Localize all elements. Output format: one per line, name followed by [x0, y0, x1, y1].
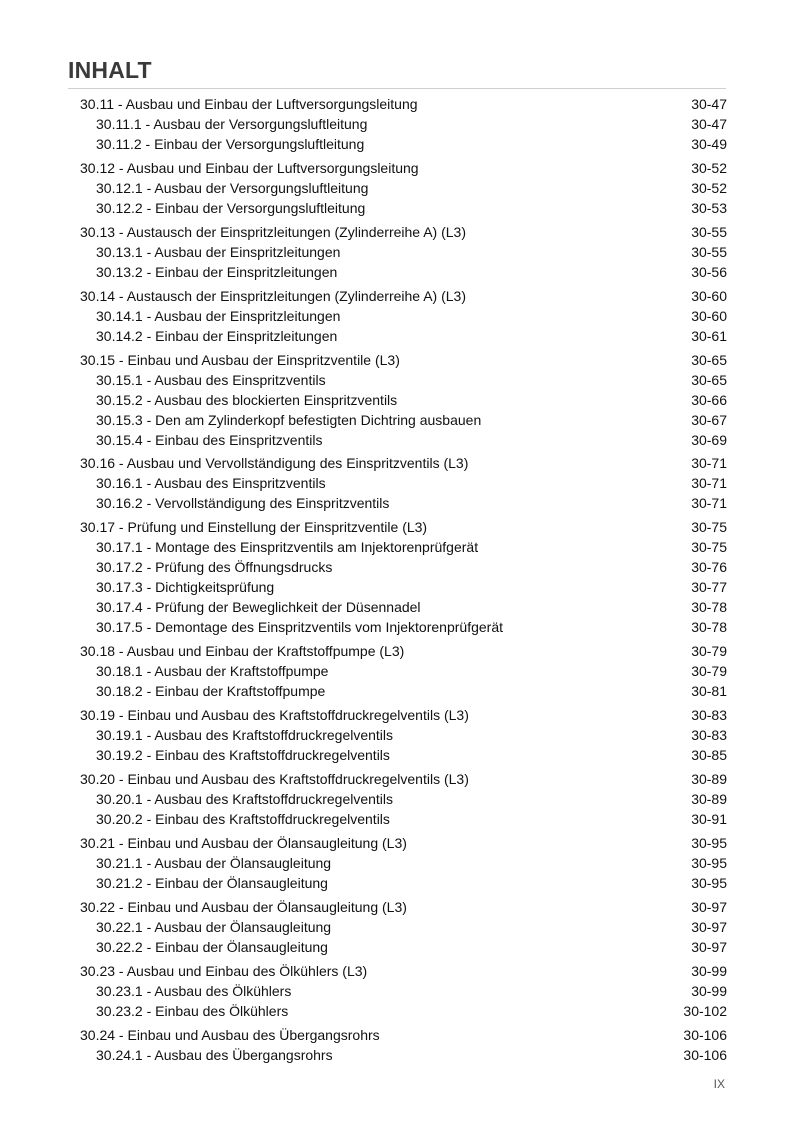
- toc-subsection-entry[interactable]: [80, 789, 727, 809]
- toc-entry-title: 30.21.1 - Ausbau der Ölansaugleitung: [96, 854, 332, 871]
- toc-subsection-entry[interactable]: [80, 1001, 727, 1021]
- toc-page-number: 30-78: [691, 599, 727, 616]
- toc-entry-title: 30.18 - Ausbau und Einbau der Kraftstoffpumpe (L3): [80, 643, 405, 660]
- toc-page-number: 30-53: [691, 199, 727, 216]
- toc-section-entry[interactable]: [80, 1025, 727, 1045]
- toc-page-number: 30-89: [691, 791, 727, 808]
- toc-section: [80, 769, 727, 829]
- toc-page-number: 30-47: [691, 96, 727, 112]
- toc-section: [80, 517, 727, 637]
- toc-section-entry[interactable]: [80, 833, 727, 853]
- toc-page-number: 30-81: [691, 683, 727, 700]
- toc-page-number: 30-69: [691, 431, 727, 448]
- toc-entry-title: 30.13.1 - Ausbau der Einspritzleitungen: [96, 243, 341, 260]
- toc-entry-title: 30.19 - Einbau und Ausbau des Kraftstoffdruckregelventils (L3): [80, 707, 469, 724]
- toc-entry-title: 30.16.2 - Vervollständigung des Einspritzventils: [96, 495, 390, 512]
- toc-page-number: 30-71: [691, 495, 727, 512]
- toc-page-number: 30-47: [691, 116, 727, 132]
- toc-page-number: 30-79: [691, 663, 727, 680]
- toc-entry-title: 30.17.5 - Demontage des Einspritzventils vom Injektorenprüfgerät: [96, 619, 503, 636]
- toc-entry-title: 30.15.4 - Einbau des Einspritzventils: [96, 431, 323, 448]
- toc-entry-title: 30.17.3 - Dichtigkeitsprüfung: [96, 579, 275, 596]
- toc-subsection-entry[interactable]: [80, 326, 727, 346]
- toc-subsection-entry[interactable]: [80, 725, 727, 745]
- toc-section-entry[interactable]: [80, 897, 727, 917]
- toc-section: [80, 94, 727, 154]
- toc-entry-title: 30.19.2 - Einbau des Kraftstoffdruckregelventils: [96, 747, 390, 764]
- toc-subsection-entry[interactable]: [80, 178, 727, 198]
- toc-subsection-entry[interactable]: [80, 873, 727, 893]
- toc-section-entry[interactable]: [80, 158, 727, 178]
- toc-entry-title: 30.14.1 - Ausbau der Einspritzleitungen: [96, 307, 341, 324]
- toc-entry-title: 30.22.2 - Einbau der Ölansaugleitung: [96, 938, 328, 955]
- toc-page-number: 30-95: [691, 874, 727, 891]
- toc-section: [80, 158, 727, 218]
- toc-entry-title: 30.19.1 - Ausbau des Kraftstoffdruckregelventils: [96, 727, 394, 744]
- toc-entry-title: 30.21.2 - Einbau der Ölansaugleitung: [96, 874, 328, 891]
- toc-section: [80, 1025, 727, 1065]
- toc-entry-title: 30.20.2 - Einbau des Kraftstoffdruckregelventils: [96, 811, 390, 828]
- toc-section: [80, 833, 727, 893]
- toc-entry-title: 30.18.2 - Einbau der Kraftstoffpumpe: [96, 683, 326, 700]
- toc-page-number: 30-75: [691, 539, 727, 556]
- toc-entry-title: 30.17.2 - Prüfung des Öffnungsdrucks: [96, 559, 333, 576]
- page-title: INHALT: [68, 57, 152, 83]
- toc-entry-title: 30.12.2 - Einbau der Versorgungsluftleitung: [96, 199, 366, 216]
- toc-subsection-entry[interactable]: [80, 853, 727, 873]
- toc-subsection-entry[interactable]: [80, 114, 727, 134]
- toc-entry-title: 30.15.3 - Den am Zylinderkopf befestigten Dichtring ausbauen: [96, 411, 482, 428]
- toc-page-number: 30-71: [691, 475, 727, 492]
- toc-section-entry[interactable]: [80, 350, 727, 370]
- toc-entry-title: 30.17.4 - Prüfung der Beweglichkeit der Düsennadel: [96, 599, 421, 616]
- toc-entry-title: 30.14.2 - Einbau der Einspritzleitungen: [96, 327, 338, 344]
- toc-subsection-entry[interactable]: [80, 134, 727, 154]
- toc-entry-title: 30.17 - Prüfung und Einstellung der Einspritzventile (L3): [80, 519, 428, 536]
- toc-section: [80, 286, 727, 346]
- toc-section-entry[interactable]: [80, 517, 727, 537]
- toc-page-number: 30-67: [691, 411, 727, 428]
- toc-entry-title: 30.22 - Einbau und Ausbau der Ölansaugleitung (L3): [80, 898, 407, 915]
- toc-page-number: 30-66: [691, 391, 727, 408]
- toc-section: [80, 705, 727, 765]
- toc-page-number: 30-95: [691, 834, 727, 851]
- toc-subsection-entry[interactable]: [80, 1045, 727, 1065]
- toc-page-number: 30-55: [691, 223, 727, 240]
- toc-page-number: 30-52: [691, 159, 727, 176]
- toc-section: [80, 897, 727, 957]
- toc-page-number: 30-97: [691, 898, 727, 915]
- toc-subsection-entry[interactable]: [80, 577, 727, 597]
- toc-subsection-entry[interactable]: [80, 306, 727, 326]
- toc-entry-title: 30.15.2 - Ausbau des blockierten Einspritzventils: [96, 391, 398, 408]
- toc-section-entry[interactable]: [80, 961, 727, 981]
- toc-section-entry[interactable]: [80, 769, 727, 789]
- toc-page-number: 30-91: [691, 811, 727, 828]
- toc-subsection-entry[interactable]: [80, 370, 727, 390]
- toc-page-number: 30-61: [691, 327, 727, 344]
- toc-entry-title: 30.21 - Einbau und Ausbau der Ölansaugleitung (L3): [80, 834, 407, 851]
- toc-section-entry[interactable]: [80, 453, 727, 473]
- toc-page-number: 30-99: [691, 982, 727, 999]
- toc-entry-title: 30.11.1 - Ausbau der Versorgungsluftleitung: [96, 116, 368, 132]
- toc-subsection-entry[interactable]: [80, 410, 727, 430]
- toc-subsection-entry[interactable]: [80, 809, 727, 829]
- toc-entry-title: 30.20.1 - Ausbau des Kraftstoffdruckregelventils: [96, 791, 394, 808]
- toc-page-number: 30-85: [691, 747, 727, 764]
- title-divider: [68, 88, 726, 89]
- toc-page-number: 30-89: [691, 771, 727, 788]
- toc-page-number: 30-60: [691, 307, 727, 324]
- toc-section-entry[interactable]: [80, 641, 727, 661]
- toc-subsection-entry[interactable]: [80, 981, 727, 1001]
- toc-subsection-entry[interactable]: [80, 242, 727, 262]
- toc-entry-title: 30.16.1 - Ausbau des Einspritzventils: [96, 475, 326, 492]
- toc-page-number: 30-83: [691, 727, 727, 744]
- toc-page-number: 30-83: [691, 707, 727, 724]
- toc-page-number: 30-97: [691, 938, 727, 955]
- footer-page-number: IX: [713, 1077, 725, 1091]
- toc-subsection-entry[interactable]: [80, 537, 727, 557]
- toc-subsection-entry[interactable]: [80, 745, 727, 765]
- toc-subsection-entry[interactable]: [80, 661, 727, 681]
- toc-subsection-entry[interactable]: [80, 262, 727, 282]
- toc-entry-title: 30.17.1 - Montage des Einspritzventils am Injektorenprüfgerät: [96, 539, 479, 556]
- toc-entry-title: 30.23.2 - Einbau des Ölkühlers: [96, 1002, 289, 1019]
- toc-page-number: 30-95: [691, 854, 727, 871]
- toc-subsection-entry[interactable]: [80, 198, 727, 218]
- toc-subsection-entry[interactable]: [80, 493, 727, 513]
- toc-entry-title: 30.23 - Ausbau und Einbau des Ölkühlers (L3): [80, 962, 368, 979]
- toc-page-number: 30-71: [691, 455, 727, 472]
- toc-section: [80, 961, 727, 1021]
- toc-subsection-entry[interactable]: [80, 557, 727, 577]
- toc-entry-title: 30.12 - Ausbau und Einbau der Luftversorgungsleitung: [80, 159, 419, 176]
- toc-section-entry[interactable]: [80, 286, 727, 306]
- toc-subsection-entry[interactable]: [80, 430, 727, 450]
- toc-entry-title: 30.24.1 - Ausbau des Übergangsrohrs: [96, 1046, 333, 1063]
- toc-subsection-entry[interactable]: [80, 597, 727, 617]
- toc-page-number: 30-77: [691, 579, 727, 596]
- toc-entry-title: 30.13 - Austausch der Einspritzleitungen (Zylinderreihe A) (L3): [80, 223, 466, 240]
- toc-page-number: 30-106: [683, 1046, 727, 1063]
- toc-entry-title: 30.13.2 - Einbau der Einspritzleitungen: [96, 263, 338, 280]
- toc-page-number: 30-97: [691, 918, 727, 935]
- toc-page-number: 30-65: [691, 371, 727, 388]
- toc-page-number: 30-76: [691, 559, 727, 576]
- toc-entry-title: 30.12.1 - Ausbau der Versorgungsluftleitung: [96, 179, 369, 196]
- toc-page-number: 30-78: [691, 619, 727, 636]
- toc-section: [80, 350, 727, 450]
- toc-page-number: 30-65: [691, 351, 727, 368]
- toc-section: [80, 222, 727, 282]
- toc-section-entry[interactable]: [80, 222, 727, 242]
- toc-page-number: 30-102: [683, 1002, 727, 1019]
- toc-entry-title: 30.14 - Austausch der Einspritzleitungen (Zylinderreihe A) (L3): [80, 287, 466, 304]
- toc-page-number: 30-52: [691, 179, 727, 196]
- toc-entry-title: 30.23.1 - Ausbau des Ölkühlers: [96, 982, 292, 999]
- toc-entry-title: 30.22.1 - Ausbau der Ölansaugleitung: [96, 918, 332, 935]
- toc-page-number: 30-56: [691, 263, 727, 280]
- toc-section-entry[interactable]: [80, 705, 727, 725]
- toc-entry-title: 30.11.2 - Einbau der Versorgungsluftleitung: [96, 136, 365, 152]
- toc-entry-title: 30.15 - Einbau und Ausbau der Einspritzventile (L3): [80, 351, 400, 368]
- toc-subsection-entry[interactable]: [80, 937, 727, 957]
- toc-section: [80, 453, 727, 513]
- toc-entry-title: 30.15.1 - Ausbau des Einspritzventils: [96, 371, 326, 388]
- toc-page-number: 30-106: [683, 1026, 727, 1043]
- toc-page-number: 30-49: [691, 136, 727, 152]
- toc-entry-title: 30.16 - Ausbau und Vervollständigung des Einspritzventils (L3): [80, 455, 469, 472]
- toc-entry-title: 30.20 - Einbau und Ausbau des Kraftstoffdruckregelventils (L3): [80, 771, 469, 788]
- toc-subsection-entry[interactable]: [80, 917, 727, 937]
- toc-page-number: 30-60: [691, 287, 727, 304]
- toc-page-number: 30-99: [691, 962, 727, 979]
- toc-entry-title: 30.18.1 - Ausbau der Kraftstoffpumpe: [96, 663, 329, 680]
- table-of-contents: [80, 94, 727, 1068]
- toc-page-number: 30-55: [691, 243, 727, 260]
- toc-page-number: 30-75: [691, 519, 727, 536]
- toc-subsection-entry[interactable]: [80, 617, 727, 637]
- toc-subsection-entry[interactable]: [80, 473, 727, 493]
- toc-subsection-entry[interactable]: [80, 681, 727, 701]
- toc-entry-title: 30.11 - Ausbau und Einbau der Luftversorgungsleitung: [80, 96, 418, 112]
- toc-section-entry[interactable]: [80, 94, 727, 114]
- toc-subsection-entry[interactable]: [80, 390, 727, 410]
- toc-section: [80, 641, 727, 701]
- toc-page-number: 30-79: [691, 643, 727, 660]
- toc-entry-title: 30.24 - Einbau und Ausbau des Übergangsrohrs: [80, 1026, 380, 1043]
